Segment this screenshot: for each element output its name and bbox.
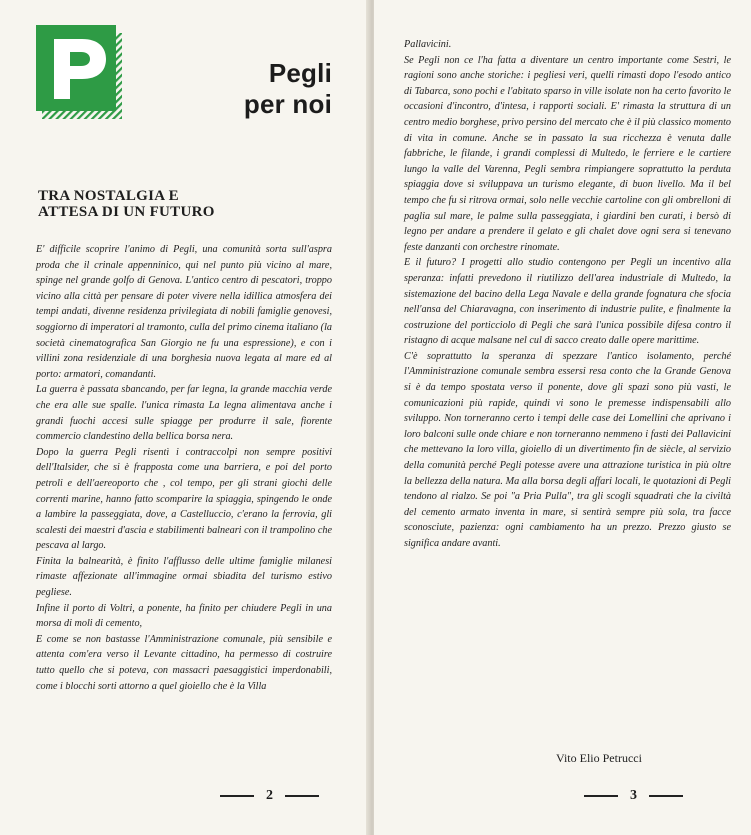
paragraph: Se Pegli non ce l'ha fatta a diventare un centro importante come Sestri, le ragioni sono anche storiche: i pegliesi veri, quelli rimasti dopo l'esodo antico di Tabarca, sono pochi e l'abitato sparso in ville isolate non ha certo favorito le occasioni d'incontro, d'intesa, i rapporti sociali. E' rimasta la struttura di un centro medio borghese, privo persino del mercato che è il più classico momento di vita in comune. Anche se in passato la sua ricchezza è venuta dalle fabbriche, le filande, i grandi complessi di Multedo, le ferriere e le cartiere lungo la valle del Varenna, Pegli sembra rimpiangere soprattutto la perduta spiaggia dove si sviluppava un turismo elegante, di buon livello. Ma il bel tempo che fu si ritrova ormai, solo nelle vecchie cartoline con gli ombrelloni di paglia sul mare, le palme sulla passeggiata, i giardini ben curati, i bersò di legno per andare a prendere il gelato e gli chalet dove ogni sera si tenevano feste danzanti con orchestre rinomate. (404, 54, 731, 253)
right-page (374, 0, 751, 835)
page-number-left (220, 788, 319, 804)
folio-rule (649, 795, 683, 797)
page-number: 2 (266, 788, 273, 803)
paragraph: La guerra è passata sbancando, per far legna, la grande macchia verde che era alle sue spalle. l'unica rimasta La legna alimentava anche i grandi fuochi accesi sulle spiagge per produrre il sale, fiorente commercio clandestino della bellica borsa nera. (36, 384, 332, 443)
paragraph: E il futuro? I progetti allo studio contengono per Pegli un incentivo alla speranza: infatti prevedono il riutilizzo dell'area industriale di Multedo, la sistemazione del bacino della Lega Navale e della grande fognatura che sfocia nell'ansa del Chiaravagna, con inserimento di industrie pulite, e finalmente la costruzione del porticciolo di Pegli che sarà l'unica possibile difesa contro il ristagno di acque malsane nel cul di sacco creato dalle opere marittime. (404, 257, 731, 347)
paragraph: Infine il porto di Voltri, a ponente, ha finito per chiudere Pegli in una morsa di moli di cemento, (36, 602, 332, 630)
folio-rule (220, 795, 254, 797)
folio-rule (285, 795, 319, 797)
paragraph: Finita la balnearità, è finito l'afflusso delle ultime famiglie milanesi rimaste affezionate all'immagine ormai sbiadita del turismo estivo pegliese. (36, 555, 332, 599)
paragraph: E come se non bastasse l'Amministrazione comunale, più sensibile e attenta com'era verso il Levante cittadino, ha permesso di costruire tutto quello che si poteva, con massacri paesaggistici imperdonabili, come i blocchi sorti attorno a quel gioiello che è la Villa (36, 633, 332, 692)
masthead-line-1: Pegli (268, 58, 332, 88)
author-signature: Vito Elio Petrucci (556, 751, 642, 765)
paragraph: Dopo la guerra Pegli risentì i contraccolpi non sempre positivi dell'Italsider, che si è frapposta come una barriera, e poi del porto petroli e dell'aereoporto che , col tempo, per gli strani giochi delle correnti marine, hanno fatto scomparire la spiaggia, spingendo le onde a lambire la passeggiata, dove, a Castelluccio, c'erano la ferrovia, gli scalesti dei maestri d'ascia e stabilimenti balneari con il trampolino che pescava al largo. (36, 446, 332, 552)
article-heading (38, 188, 338, 220)
logo-mark (36, 25, 122, 119)
left-page (0, 0, 372, 835)
page-number-right (584, 788, 683, 804)
left-text-column (36, 242, 332, 694)
right-text-column (404, 37, 731, 552)
pegli-logo (36, 25, 122, 119)
heading-line-2: ATTESA DI UN FUTURO (38, 204, 215, 220)
heading-line-1: TRA NOSTALGIA E (38, 188, 179, 204)
masthead-line-2: per noi (243, 89, 332, 119)
folio-rule (584, 795, 618, 797)
page-number: 3 (630, 788, 637, 803)
paragraph: Pallavicini. (404, 39, 452, 50)
masthead-title (190, 58, 332, 120)
paragraph: E' difficile scoprire l'animo di Pegli, una comunità sorta sull'aspra proda che il crinale appenninico, qui nel punto più vicino al mare, spinge nel grande golfo di Genova. L'antico centro di pescatori, troppo vicino alla città per pensare di poter vivere nella idillica atmosfera dei tempi andati, divenne residenza privilegiata di nobili famiglie genovesi, soggiorno di imperatori al tramonto, culla del primo cinema italiano (la società cinematografica San Giorgio ne fu una espressione), e con i villini zona residenziale di una borghesia nuova legata al mare ed al porto: armatori, comandanti. (36, 244, 332, 380)
paragraph: C'è soprattutto la speranza di spezzare l'antico isolamento, perché l'Amministrazione comunale sembra essersi resa conto che la Grande Genova si è da tempo spostata verso il ponente, dove gli spazi sono più vasti, le comunicazioni più rapide, quindi vi sono le premesse indispensabili allo sviluppo. Non torneranno certo i tempi delle case dei Lomellini che aprivano i loro balconi sulle onde chiare e non torneranno nemmeno i fasti dei Pallavicini che mettevano la loro villa, gioiello di un divertimento fin de siècle, al servizio della comunità perché Pegli potesse avere una attrazione turistica in più oltre la bellezza della natura. Ma alla borsa degli affari locali, le quotazioni di Pegli tendono al rialzo. Se poi "a Pria Pulla", tra gli scogli squadrati che la civiltà del cemento armato inventa in mare, si sentirà sempre più sola, tra facce sconosciute, pazienza: ogni cambiamento ha un prezzo. Prezzo giusto se significa andare avanti. (404, 350, 731, 549)
